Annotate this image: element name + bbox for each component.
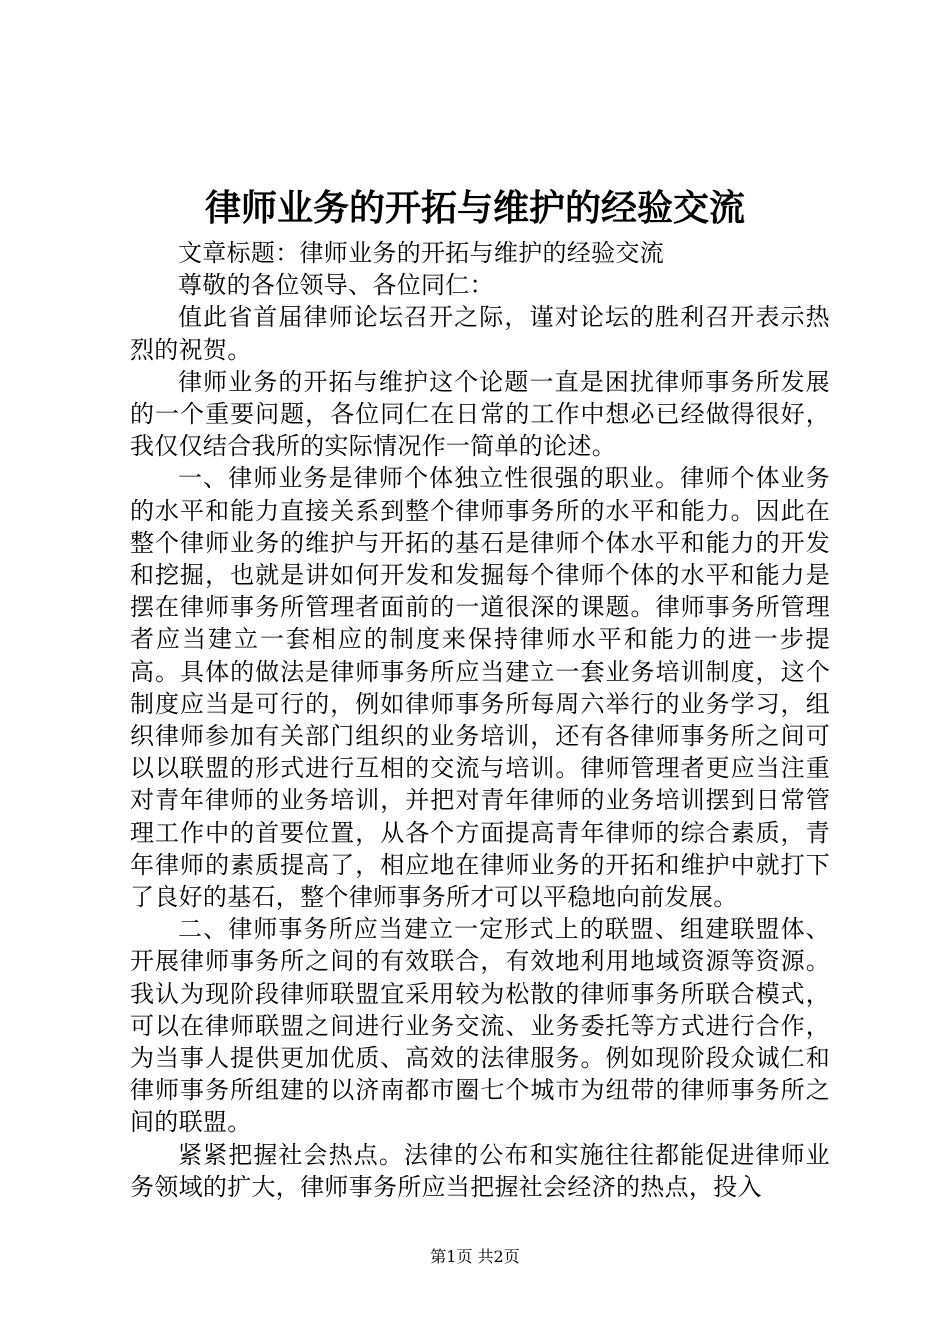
document-title: 律师业务的开拓与维护的经验交流 [204,187,745,229]
paragraph-article-title: 文章标题：律师业务的开拓与维护的经验交流 [178,239,664,267]
paragraph-point-two: 二、律师事务所应当建立一定形式上的联盟、组建联盟体、开展律师事务所之间的有效联合，有效地利用地域资源等资源。我认为现阶段律师联盟宜采用较为松散的律师事务所联合模式，可以在律师联盟之间进行业务交流、业务委托等方式进行合作，为当事人提供更加优质、高效的法律服务。例如现阶段众诚仁和律师事务所组建的以济南都市圈七个城市为纽带的律师事务所之间的联盟。 [130,915,830,1137]
page-number-footer: 第1页 共2页 [430,1247,520,1266]
paragraph-social-hotspots: 紧紧把握社会热点。法律的公布和实施往往都能促进律师业务领域的扩大，律师事务所应当把握社会经济的热点，投入 [130,1140,830,1201]
paragraph-greeting: 值此省首届律师论坛召开之际，谨对论坛的胜利召开表示热烈的祝贺。 [130,303,830,364]
paragraph-point-one: 一、律师业务是律师个体独立性很强的职业。律师个体业务的水平和能力直接关系到整个律师事务所的水平和能力。因此在整个律师业务的维护与开拓的基石是律师个体水平和能力的开发和挖掘，也就是讲如何开发和发掘每个律师个体的水平和能力是摆在律师事务所管理者面前的一道很深的课题。律师事务所管理者应当建立一套相应的制度来保持律师水平和能力的进一步提高。具体的做法是律师事务所应当建立一套业务培训制度，这个制度应当是可行的，例如律师事务所每周六举行的业务学习，组织律师参加有关部门组织的业务培训，还有各律师事务所之间可以以联盟的形式进行互相的交流与培训。律师管理者更应当注重对青年律师的业务培训，并把对青年律师的业务培训摆到日常管理工作中的首要位置，从各个方面提高青年律师的综合素质，青年律师的素质提高了，相应地在律师业务的开拓和维护中就打下了良好的基石，整个律师事务所才可以平稳地向前发展。 [130,464,830,912]
paragraph-salutation: 尊敬的各位领导、各位同仁： [178,271,494,300]
document-body [130,237,830,1203]
paragraph-intro: 律师业务的开拓与维护这个论题一直是困扰律师事务所发展的一个重要问题，各位同仁在日常的工作中想必已经做得很好，我仅仅结合我所的实际情况作一简单的论述。 [130,367,830,461]
